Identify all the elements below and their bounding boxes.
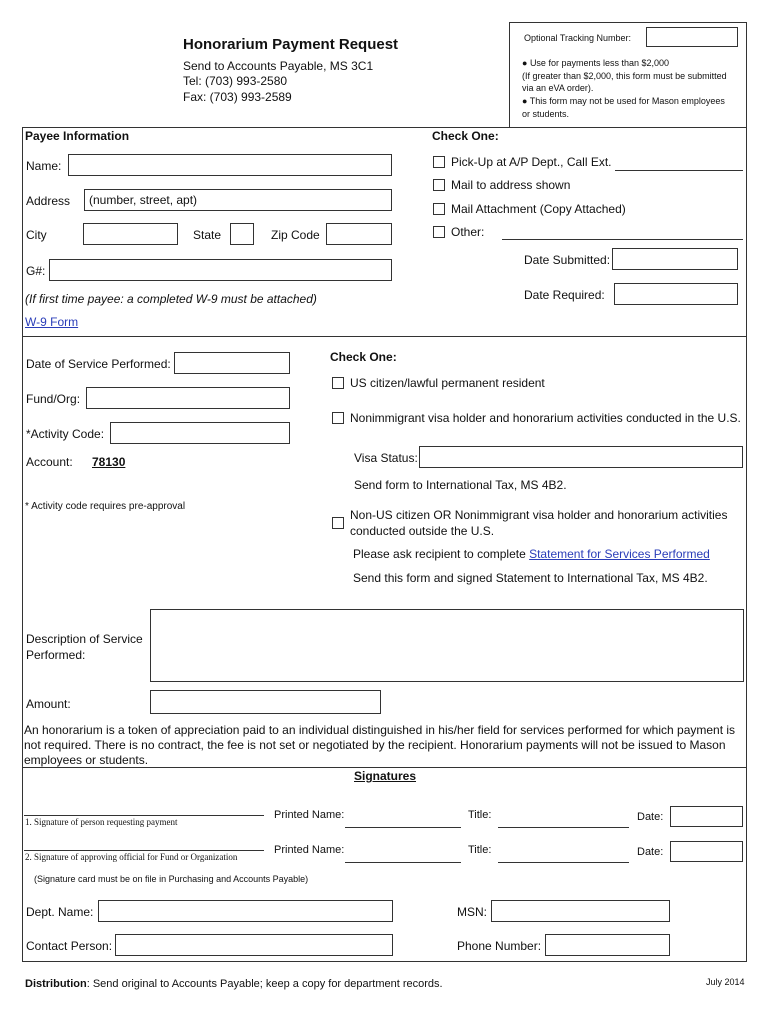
fund-label: Fund/Org: [26,392,81,406]
pickup-checkbox[interactable] [433,156,445,168]
signatures-heading: Signatures [354,769,417,783]
name-input[interactable] [68,154,392,176]
printed-name-1-line[interactable] [345,827,461,828]
other-line[interactable] [502,239,743,240]
activity-note: * Activity code requires pre-approval [25,501,186,512]
visa-us-label: Nonimmigrant visa holder and honorarium activities conducted in the U.S. [350,411,741,425]
contact-person-input[interactable] [115,934,393,956]
signature-1-line[interactable] [24,815,264,816]
signature-2-line[interactable] [24,850,264,851]
zip-input[interactable] [326,223,392,245]
statement-link[interactable]: Statement for Services Performed [529,547,710,561]
date-2-label: Date: [637,846,664,858]
tracking-note-2b: or students. [522,109,570,119]
dept-name-input[interactable] [98,900,393,922]
name-label: Name: [26,159,62,173]
phone-input[interactable] [545,934,670,956]
msn-input[interactable] [491,900,670,922]
send-form-text: Send form to International Tax, MS 4B2. [354,478,567,492]
visa-status-label: Visa Status: [354,451,418,465]
printed-name-1-label: Printed Name: [274,809,345,821]
signature-1-label: 1. Signature of person requesting payment [25,817,178,827]
pickup-label: Pick-Up at A/P Dept., Call Ext. [451,155,612,169]
dept-name-label: Dept. Name: [26,905,94,919]
title-2-label: Title: [468,844,492,856]
distribution-note: Distribution: Send original to Accounts Payable; keep a copy for department records. [25,978,443,990]
honorarium-para-2: not required. There is no contract, the fee is not set or negotiated by the recipient. Honorarium payments will not be issued to Mason [24,738,726,752]
service-date-label: Date of Service Performed: [26,357,171,371]
state-input[interactable] [230,223,254,245]
delivery-check-one-heading: Check One: [432,129,499,143]
address-input[interactable] [84,189,392,211]
zip-label: Zip Code [271,228,320,242]
printed-name-2-label: Printed Name: [274,844,345,856]
honorarium-para-1: An honorarium is a token of appreciation paid to an individual distinguished in his/her field for services performed for which payment is [24,723,736,737]
pickup-ext-line[interactable] [615,170,743,171]
non-us-label-b: conducted outside the U.S. [350,524,495,538]
state-label: State [193,228,222,242]
signature-card-note: (Signature card must be on file in Purchasing and Accounts Payable) [34,874,309,884]
amount-input[interactable] [150,690,381,714]
w9-form-link[interactable]: W-9 Form [25,315,79,329]
honorarium-para-3: employees or students. [24,753,149,767]
title-1-line[interactable] [498,827,629,828]
description-input[interactable] [150,609,744,682]
activity-input[interactable] [110,422,290,444]
signature-2-label: 2. Signature of approving official for Fund or Organization [25,852,238,862]
activity-label: *Activity Code: [26,427,105,441]
city-label: City [26,228,47,242]
us-citizen-label: US citizen/lawful permanent resident [350,376,545,390]
printed-name-2-line[interactable] [345,862,461,863]
title-2-line[interactable] [498,862,629,863]
title-1-label: Title: [468,809,492,821]
tracking-note-1c: via an eVA order). [522,83,594,93]
send-to: Send to Accounts Payable, MS 3C1 [183,59,374,73]
tracking-note-2: ● This form may not be used for Mason employees [522,96,725,106]
date-1-label: Date: [637,811,664,823]
tracking-note-1: ● Use for payments less than $2,000 [522,58,670,68]
w9-note: (If first time payee: a completed W-9 must be attached) [25,292,317,306]
mail-attachment-label: Mail Attachment (Copy Attached) [451,202,626,216]
visa-us-checkbox[interactable] [332,412,344,424]
fund-input[interactable] [86,387,290,409]
account-value: 78130 [92,455,126,469]
date-submitted-label: Date Submitted: [524,253,611,267]
non-us-label-a: Non-US citizen OR Nonimmigrant visa holder and honorarium activities [350,508,728,522]
address-label: Address [26,194,71,208]
signatures-section [22,767,747,962]
tracking-label: Optional Tracking Number: [524,33,632,43]
other-checkbox[interactable] [433,226,445,238]
phone-label: Phone Number: [457,939,542,953]
tracking-number-input[interactable] [646,27,738,47]
ask-recipient-text: Please ask recipient to complete Statement for Services Performed [353,547,710,561]
date-required-label: Date Required: [524,288,605,302]
city-input[interactable] [83,223,178,245]
msn-label: MSN: [457,905,487,919]
mail-attachment-checkbox[interactable] [433,203,445,215]
us-citizen-checkbox[interactable] [332,377,344,389]
g-label: G#: [26,264,46,278]
tracking-note-1b: (If greater than $2,000, this form must be submitted [522,71,727,81]
status-check-one-heading: Check One: [330,350,397,364]
mail-address-checkbox[interactable] [433,179,445,191]
account-label: Account: [26,455,73,469]
g-number-input[interactable] [49,259,392,281]
amount-label: Amount: [26,697,71,711]
date-2-input[interactable] [670,841,743,862]
send-signed-text: Send this form and signed Statement to International Tax, MS 4B2. [353,571,708,585]
other-label: Other: [451,225,485,239]
non-us-checkbox[interactable] [332,517,344,529]
form-date: July 2014 [706,977,745,987]
date-submitted-input[interactable] [612,248,738,270]
date-required-input[interactable] [614,283,738,305]
date-1-input[interactable] [670,806,743,827]
service-date-input[interactable] [174,352,290,374]
visa-status-input[interactable] [419,446,743,468]
mail-address-label: Mail to address shown [451,178,571,192]
description-label-1: Description of Service [26,632,143,646]
tel: Tel: (703) 993-2580 [183,74,288,88]
fax: Fax: (703) 993-2589 [183,90,292,104]
form-title: Honorarium Payment Request [183,36,399,53]
contact-person-label: Contact Person: [26,939,113,953]
payee-heading: Payee Information [25,129,130,143]
description-label-2: Performed: [26,648,86,662]
